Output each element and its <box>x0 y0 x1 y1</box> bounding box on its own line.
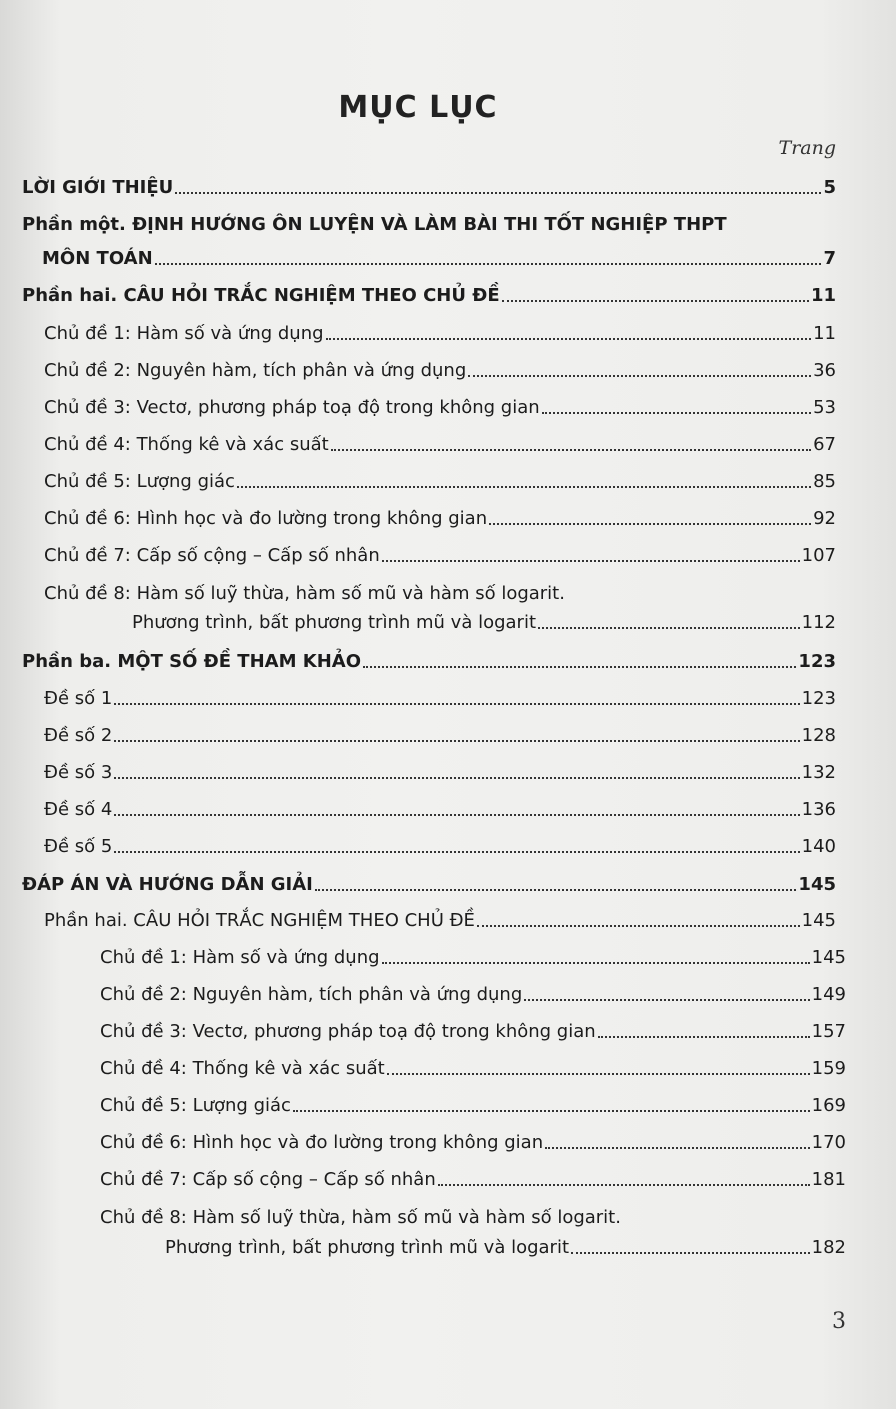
toc-entry-page: 85 <box>813 471 836 492</box>
toc-entry-topic-3[interactable] <box>44 397 836 419</box>
toc-entry-answer-topic-5[interactable] <box>100 1095 846 1117</box>
toc-entry-page: 132 <box>801 762 836 783</box>
toc-entry-answer-topic-6[interactable] <box>100 1132 846 1154</box>
toc-entry-label: Phương trình, bất phương trình mũ và logarit <box>165 1237 569 1258</box>
toc-entry-label: Phần ba. MỘT SỐ ĐỀ THAM KHẢO <box>22 651 362 672</box>
toc-entry-label: Chủ đề 7: Cấp số cộng – Cấp số nhân <box>100 1169 436 1190</box>
toc-entry-label: LỜI GIỚI THIỆU <box>22 177 174 198</box>
toc-entry-label: Đề số 2 <box>44 725 113 746</box>
leader-dots <box>542 410 811 414</box>
toc-entry-page: 112 <box>801 612 836 633</box>
toc-entry-answer-topic-8[interactable] <box>100 1207 621 1229</box>
leader-dots <box>538 625 800 629</box>
toc-entry-page: 53 <box>813 397 836 418</box>
page-number: 3 <box>832 1309 846 1334</box>
toc-entry-label: Phần hai. CÂU HỎI TRẮC NGHIỆM THEO CHỦ ĐỀ <box>44 910 475 931</box>
leader-dots <box>155 261 822 265</box>
toc-entry-label: Chủ đề 8: Hàm số luỹ thừa, hàm số mũ và hàm số logarit. <box>44 583 565 604</box>
toc-entry-label: Chủ đề 3: Vectơ, phương pháp toạ độ trong không gian <box>44 397 540 418</box>
toc-entry-answer-topic-8-cont[interactable] <box>165 1237 846 1259</box>
leader-dots <box>114 775 799 779</box>
toc-entry-label: Chủ đề 2: Nguyên hàm, tích phân và ứng dụng <box>44 360 467 381</box>
toc-entry-label: Phương trình, bất phương trình mũ và logarit <box>132 612 536 633</box>
toc-entry-exam-4[interactable] <box>44 799 836 821</box>
toc-entry-topic-6[interactable] <box>44 508 836 530</box>
leader-dots <box>598 1034 810 1038</box>
toc-entry-label: Đề số 1 <box>44 688 113 709</box>
leader-dots <box>114 812 799 816</box>
toc-entry-label: Chủ đề 3: Vectơ, phương pháp toạ độ trong không gian <box>100 1021 596 1042</box>
toc-entry-page: 92 <box>813 508 836 529</box>
toc-entry-label: Chủ đề 7: Cấp số cộng – Cấp số nhân <box>44 545 380 566</box>
toc-entry-part-one-cont[interactable] <box>42 248 836 270</box>
toc-entry-topic-8-cont[interactable] <box>132 612 836 634</box>
toc-entry-page: 107 <box>801 545 836 566</box>
toc-entry-label: Chủ đề 4: Thống kê và xác suất <box>44 434 329 455</box>
toc-entry-page: 170 <box>811 1132 846 1153</box>
leader-dots <box>524 997 809 1001</box>
leader-dots <box>315 887 797 891</box>
leader-dots <box>382 558 800 562</box>
toc-entry-answer-topic-2[interactable] <box>100 984 846 1006</box>
toc-entry-label: ĐÁP ÁN VÀ HƯỚNG DẪN GIẢI <box>22 874 313 895</box>
toc-entry-label: Chủ đề 8: Hàm số luỹ thừa, hàm số mũ và hàm số logarit. <box>100 1207 621 1228</box>
toc-entry-page: 128 <box>801 725 836 746</box>
leader-dots <box>114 849 799 853</box>
toc-entry-page: 181 <box>811 1169 846 1190</box>
toc-entry-page: 7 <box>823 248 836 269</box>
toc-entry-answer-topic-1[interactable] <box>100 947 846 969</box>
leader-dots <box>114 701 799 705</box>
toc-entry-page: 169 <box>811 1095 846 1116</box>
toc-entry-page: 145 <box>801 910 836 931</box>
leader-dots <box>363 664 796 668</box>
toc-entry-label: Chủ đề 1: Hàm số và ứng dụng <box>100 947 380 968</box>
toc-entry-intro[interactable] <box>22 177 836 199</box>
leader-dots <box>175 190 821 194</box>
toc-entry-topic-2[interactable] <box>44 360 836 382</box>
leader-dots <box>382 960 810 964</box>
toc-entry-part-two[interactable] <box>22 285 836 307</box>
toc-entry-page: 145 <box>811 947 846 968</box>
toc-entry-page: 67 <box>813 434 836 455</box>
toc-entry-topic-8[interactable] <box>44 583 565 605</box>
toc-entry-page: 140 <box>801 836 836 857</box>
leader-dots <box>438 1182 810 1186</box>
toc-entry-label: Chủ đề 5: Lượng giác <box>44 471 235 492</box>
toc-entry-topic-5[interactable] <box>44 471 836 493</box>
toc-entry-page: 145 <box>798 874 836 895</box>
leader-dots <box>571 1250 810 1254</box>
toc-entry-part-three[interactable] <box>22 651 836 673</box>
toc-entry-label: Đề số 3 <box>44 762 113 783</box>
toc-entry-label: Chủ đề 1: Hàm số và ứng dụng <box>44 323 324 344</box>
toc-entry-label: Chủ đề 6: Hình học và đo lường trong không gian <box>44 508 488 529</box>
toc-entry-page: 36 <box>813 360 836 381</box>
toc-entry-part-one[interactable] <box>22 214 727 236</box>
toc-entry-label: Chủ đề 4: Thống kê và xác suất <box>100 1058 385 1079</box>
leader-dots <box>387 1071 810 1075</box>
toc-entry-page: 149 <box>811 984 846 1005</box>
leader-dots <box>502 298 809 302</box>
leader-dots <box>477 923 800 927</box>
toc-entry-answers-part-two[interactable] <box>44 910 836 932</box>
toc-entry-page: 157 <box>811 1021 846 1042</box>
leader-dots <box>331 447 811 451</box>
toc-entry-answers[interactable] <box>22 874 836 896</box>
toc-entry-page: 123 <box>801 688 836 709</box>
toc-entry-topic-4[interactable] <box>44 434 836 456</box>
toc-entry-page: 136 <box>801 799 836 820</box>
toc-entry-exam-3[interactable] <box>44 762 836 784</box>
toc-entry-page: 5 <box>823 177 836 198</box>
toc-entry-label: Đề số 5 <box>44 836 113 857</box>
leader-dots <box>114 738 799 742</box>
toc-entry-page: 159 <box>811 1058 846 1079</box>
toc-entry-answer-topic-4[interactable] <box>100 1058 846 1080</box>
toc-entry-label: Đề số 4 <box>44 799 113 820</box>
leader-dots <box>293 1108 810 1112</box>
toc-entry-exam-5[interactable] <box>44 836 836 858</box>
leader-dots <box>326 336 812 340</box>
page-title: MỤC LỤC <box>338 90 498 125</box>
toc-entry-exam-2[interactable] <box>44 725 836 747</box>
toc-entry-label: Chủ đề 5: Lượng giác <box>100 1095 291 1116</box>
toc-entry-page: 11 <box>813 323 836 344</box>
toc-entry-page: 11 <box>810 285 836 306</box>
toc-entry-exam-1[interactable] <box>44 688 836 710</box>
toc-entry-answer-topic-3[interactable] <box>100 1021 846 1043</box>
toc-entry-label: Phần một. ĐỊNH HƯỚNG ÔN LUYỆN VÀ LÀM BÀI THI TỐT NGHIỆP THPT <box>22 214 727 235</box>
leader-dots <box>545 1145 810 1149</box>
page-column-label: Trang <box>778 137 836 159</box>
toc-entry-label: Chủ đề 6: Hình học và đo lường trong không gian <box>100 1132 544 1153</box>
leader-dots <box>489 521 811 525</box>
toc-entry-page: 123 <box>798 651 836 672</box>
toc-entry-answer-topic-7[interactable] <box>100 1169 846 1191</box>
toc-entry-page: 182 <box>811 1237 846 1258</box>
toc-entry-label: Chủ đề 2: Nguyên hàm, tích phân và ứng dụng <box>100 984 523 1005</box>
leader-dots <box>468 373 811 377</box>
leader-dots <box>237 484 811 488</box>
toc-entry-topic-1[interactable] <box>44 323 836 345</box>
toc-entry-topic-7[interactable] <box>44 545 836 567</box>
toc-entry-label: Phần hai. CÂU HỎI TRẮC NGHIỆM THEO CHỦ ĐỀ <box>22 285 500 306</box>
toc-entry-label: MÔN TOÁN <box>42 248 153 269</box>
